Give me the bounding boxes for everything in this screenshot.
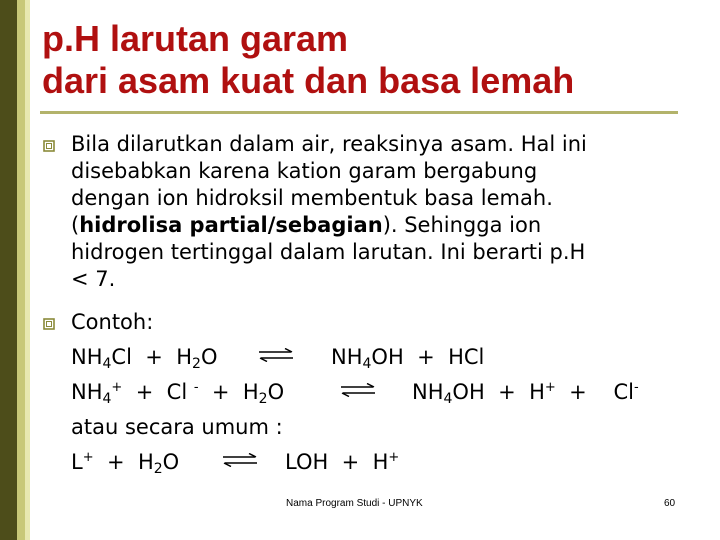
title-line-1: p.H larutan garam <box>42 18 349 59</box>
equilibrium-arrow-icon <box>222 453 258 467</box>
eq2-prod-nh: NH <box>412 380 444 404</box>
bullet-1-text <box>71 131 671 293</box>
eq3-plus: + <box>106 450 125 474</box>
equilibrium-arrow-icon <box>340 383 376 397</box>
title-line-2: dari asam kuat dan basa lemah <box>42 60 575 101</box>
eq1-sub-2: 2 <box>192 356 201 372</box>
eq2-prod-oh: OH <box>452 380 485 404</box>
eq1-nh: NH <box>71 345 103 369</box>
equation-1-reactants <box>71 344 218 371</box>
eq1-prod-sub-4: 4 <box>362 356 372 372</box>
eq2-sub-4: 4 <box>102 391 112 407</box>
eq1-prod-oh: OH <box>371 345 404 369</box>
footer-program-name: Nama Program Studi - UPNYK <box>286 498 423 509</box>
title-divider <box>40 111 678 114</box>
hollow-square-bullet-icon <box>43 318 55 330</box>
bullet-1-line-5: hidrogen tertinggal dalam larutan. Ini berarti p.H <box>71 240 586 264</box>
bullet-1-line-1: Bila dilarutkan dalam air, reaksinya asam. Hal ini <box>71 132 587 156</box>
eq1-sub-4: 4 <box>102 356 112 372</box>
eq2-plus-4: + <box>569 380 587 404</box>
eq1-plus-2: + <box>417 345 435 369</box>
eq2-cl: Cl <box>166 380 188 404</box>
equation-2-products <box>412 379 639 406</box>
line-4-tail: ). Sehingga ion <box>382 213 542 237</box>
footer-page-number: 60 <box>664 498 676 509</box>
hollow-square-bullet-icon <box>43 140 55 152</box>
eq1-prod-nh: NH <box>331 345 363 369</box>
eq3-plus-2: + <box>341 450 360 474</box>
eq3-l-charge: + <box>82 450 94 465</box>
equation-2-reactants <box>71 379 284 406</box>
eq2-plus-2: + <box>211 380 230 404</box>
hidrolisa-term: hidrolisa partial/sebagian <box>79 213 383 237</box>
eq2-h: H <box>242 380 259 404</box>
left-accent-bar <box>0 0 17 540</box>
eq2-h-charge: + <box>544 380 556 395</box>
eq2-charge: + <box>111 380 123 395</box>
contoh-label: Contoh: <box>71 310 154 334</box>
eq2-cl2-charge: - <box>633 380 639 395</box>
eq1-h: H <box>176 345 193 369</box>
eq3-h-ion: H <box>372 450 389 474</box>
eq1-hcl: HCl <box>448 345 485 369</box>
eq3-l: L <box>71 450 83 474</box>
equilibrium-arrow-icon <box>258 348 294 362</box>
eq2-sub-2: 2 <box>258 391 268 407</box>
bullet-1-line-3: dengan ion hidroksil membentuk basa lemah. <box>71 186 553 210</box>
eq2-o: O <box>267 380 285 404</box>
eq2-plus-3: + <box>498 380 516 404</box>
eq3-loh: LOH <box>285 450 329 474</box>
eq2-nh: NH <box>71 380 103 404</box>
paren-open: ( <box>71 213 80 237</box>
eq2-cl-ion: Cl <box>613 380 634 404</box>
eq3-h-charge: + <box>388 450 400 465</box>
eq2-plus: + <box>135 380 154 404</box>
eq3-o: O <box>162 450 180 474</box>
eq1-o: O <box>200 345 218 369</box>
eq2-cl-charge: - <box>193 380 199 395</box>
generic-label: atau secara umum : <box>71 415 283 439</box>
bullet-1-line-6: < 7. <box>71 267 116 291</box>
eq3-sub-2: 2 <box>153 461 163 477</box>
equation-3-reactants <box>71 449 179 476</box>
left-accent-bar-pale <box>25 0 30 540</box>
equation-3-products <box>285 449 399 476</box>
equation-1-products <box>331 344 484 371</box>
eq3-h: H <box>137 450 154 474</box>
eq2-h-ion: H <box>529 380 545 404</box>
bullet-1-line-2: disebabkan karena kation garam bergabung <box>71 159 538 183</box>
eq2-prod-sub-4: 4 <box>443 391 453 407</box>
bullet-1-line-4 <box>71 212 671 239</box>
eq1-plus: + <box>145 345 163 369</box>
left-accent-bar-light <box>17 0 25 540</box>
slide-title <box>42 18 682 102</box>
eq1-cl: Cl <box>111 345 132 369</box>
